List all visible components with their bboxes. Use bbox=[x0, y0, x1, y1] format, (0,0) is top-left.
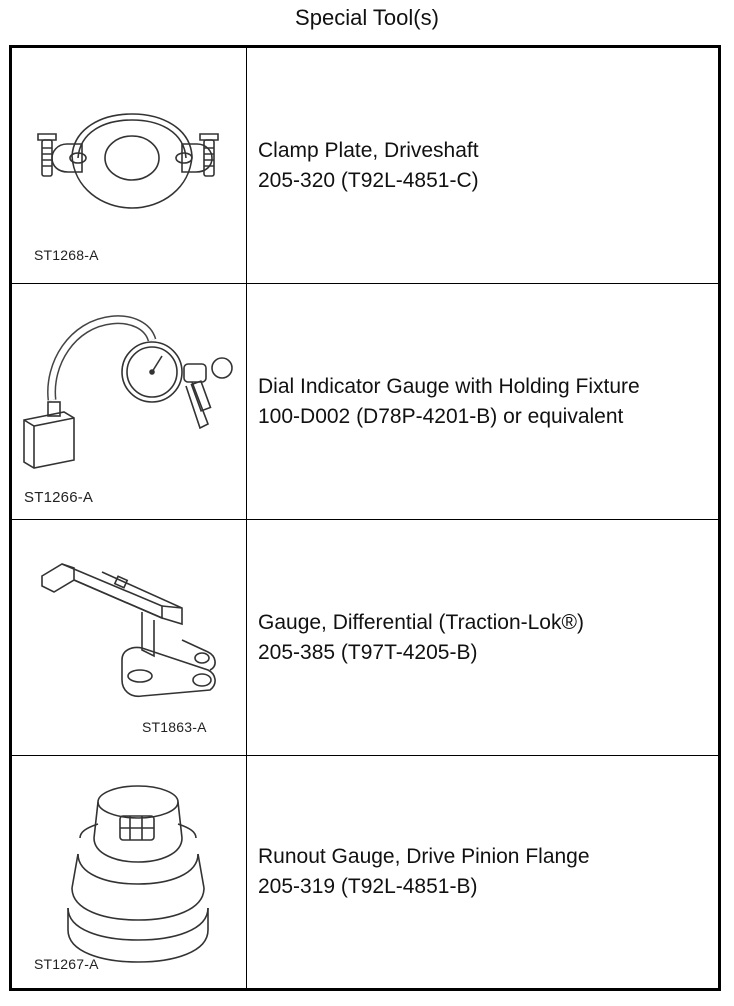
tool-description bbox=[258, 284, 640, 519]
differential-gauge-icon bbox=[12, 520, 247, 756]
tool-number: 100-D002 (D78P-4201-B) or equivalent bbox=[258, 404, 624, 428]
tool-description bbox=[258, 48, 479, 283]
tool-illustration-cell bbox=[12, 284, 247, 519]
tool-row bbox=[12, 48, 718, 284]
tool-row bbox=[12, 756, 718, 988]
tool-description bbox=[258, 756, 590, 988]
tool-code: ST1863-A bbox=[142, 719, 207, 735]
tool-number: 205-385 (T97T-4205-B) bbox=[258, 640, 478, 664]
tool-illustration-cell bbox=[12, 520, 247, 755]
tool-row bbox=[12, 284, 718, 520]
tool-code: ST1266-A bbox=[24, 489, 94, 506]
tool-name: Runout Gauge, Drive Pinion Flange bbox=[258, 845, 590, 868]
tool-code: ST1267-A bbox=[34, 956, 99, 972]
page-title: Special Tool(s) bbox=[295, 5, 439, 30]
tool-illustration-cell bbox=[12, 756, 247, 988]
special-tools-table bbox=[9, 45, 721, 991]
tool-row bbox=[12, 520, 718, 756]
tool-illustration-cell bbox=[12, 48, 247, 283]
tool-code: ST1268-A bbox=[34, 247, 99, 263]
dial-indicator-icon bbox=[12, 284, 247, 520]
tool-description bbox=[258, 520, 584, 755]
tool-number: 205-319 (T92L-4851-B) bbox=[258, 875, 478, 898]
tool-name: Clamp Plate, Driveshaft bbox=[258, 138, 479, 162]
tool-number: 205-320 (T92L-4851-C) bbox=[258, 168, 479, 192]
tool-name: Dial Indicator Gauge with Holding Fixture bbox=[258, 374, 640, 398]
tool-name: Gauge, Differential (Traction-Lok®) bbox=[258, 610, 584, 634]
